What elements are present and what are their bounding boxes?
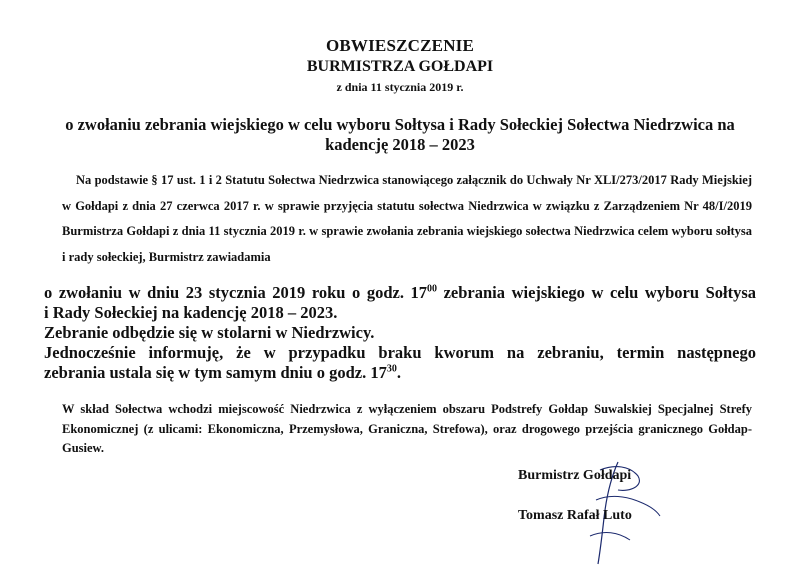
area-description-paragraph: W skład Sołectwa wchodzi miejscowość Niedrzwica z wyłączeniem obszaru Podstrefy Gołdap Suwalskiej Specjalnej Strefy Ekonomicznej (z ulicami: Ekonomiczna, Przemysłowa, Graniczna, Strefowa), oraz drogowego przejścia granicznego Gołdap-Gusiew.	[62, 402, 752, 455]
announcement-line-1	[44, 283, 756, 303]
time-minutes: 30	[386, 363, 397, 375]
announcement-text: zebrania ustala się w tym samym dniu o godz. 17	[44, 363, 387, 382]
announcement-line-4: Jednocześnie informuję, że w przypadku braku kworum na zebraniu, termin następnego	[44, 343, 756, 362]
signatory-name: Tomasz Rafał Luto	[518, 508, 632, 523]
document-date: z dnia 11 stycznia 2019 r.	[336, 80, 464, 94]
document-title: OBWIESZCZENIE	[325, 36, 475, 55]
subject-line-1: o zwołaniu zebrania wiejskiego w celu wyboru Sołtysa i Rady Sołeckiej Sołectwa Niedrzwica na	[65, 115, 735, 134]
announcement-block	[44, 283, 756, 383]
announcement-text: .	[396, 363, 401, 382]
signatory-role: Burmistrz Gołdapi	[518, 468, 632, 483]
document-subject	[0, 115, 800, 155]
announcement-line-3: Zebranie odbędzie się w stolarni w Niedrzwicy.	[44, 323, 375, 342]
announcement-line-5	[44, 363, 756, 383]
time-minutes: 00	[427, 283, 438, 295]
subject-line-2: kadencję 2018 – 2023	[325, 135, 475, 154]
announcement-text: o zwołaniu w dniu 23 stycznia 2019 roku o godz. 17	[44, 283, 428, 302]
announcement-text: zebrania wiejskiego w celu wyboru Sołtysa	[437, 283, 756, 302]
announcement-line-2: i Rady Sołeckiej na kadencję 2018 – 2023.	[44, 303, 338, 322]
legal-basis-paragraph: Na podstawie § 17 ust. 1 i 2 Statutu Sołectwa Niedrzwica stanowiącego załącznik do Uchwały Nr XLI/273/2017 Rady Miejskiej w Gołdapi z dnia 27 czerwca 2017 r. w sprawie przyjęcia statutu sołectwa Niedrzwica w związku z Zarządzeniem Nr 48/I/2019 Burmistrza Gołdapi z dnia 11 stycznia 2019 r. w sprawie zwołania zebrania wiejskiego sołectwa Niedrzwica celem wyboru sołtysa i rady sołeckiej, Burmistrz zawiadamia	[62, 173, 752, 264]
handwritten-signature	[560, 440, 670, 566]
issuer-title: BURMISTRZA GOŁDAPI	[306, 58, 494, 75]
